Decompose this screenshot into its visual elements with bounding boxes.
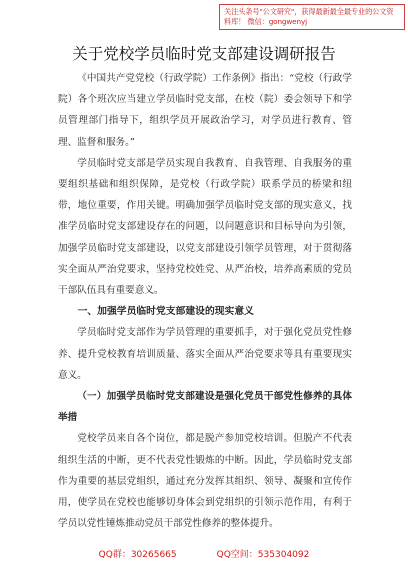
promo-banner-text: 关注头条号"公文研究"，获得最新最全最专业的公文资料库！ 微信：gongwenyj [224,7,394,26]
section-paragraph: 学员临时党支部作为学员管理的重要抓手，对于强化党员党性修养、提升党校教育培训质量、落实全面从严治党要求等具有重要现实意义。 [58,327,352,381]
document-body [58,68,352,534]
promo-banner [219,4,405,30]
footer-qq-space: QQ空间：535304092 [216,550,310,560]
subsection-paragraph: 党校学员来自各个岗位，都是脱产参加党校培训。但脱产不代表组织生活的中断，更不代表党性锻炼的中断。因此，学员临时党支部作为重要的基层党组织，通过充分发挥其组织、领导、凝聚和宣传作用，使学员在党校也能够切身体会到党组织的引领示范作用，有利于学员以党性锤炼推动党员干部党性修养的整体提升。 [58,433,352,530]
paragraph-intro: 《中国共产党党校（行政学院）工作条例》指出：“党校（行政学院）各个班次应当建立学员临时党支部，在校（院）委会领导下和学员管理部门指导下，组织学员开展政治学习，对学员进行教育、管理、监督和服务。” [58,73,352,148]
subsection-heading: （一）加强学员临时党支部建设是强化党员干部党性修养的具体举措 [58,391,352,424]
page-footer [0,547,408,560]
paragraph-overview: 学员临时党支部是学员实现自我教育、自我管理、自我服务的重要组织基础和组织保障，是党校（行政学院）联系学员的桥梁和纽带，地位重要，作用关键。明确加强学员临时党支部的现实意义，找准学员临时党支部建设存在的问题，以问题意识和目标导向为引领，加强学员临时党支部建设，以党支部建设引领学员管理，对于贯彻落实全面从严治党要求，坚持党校姓党、从严治校，培养高素质的党员干部队伍具有重要意义。 [58,157,352,297]
section-heading: 一、加强学员临时党支部建设的现实意义 [77,306,254,318]
document-title: 关于党校学员临时党支部建设调研报告 [72,45,336,63]
footer-qq-group: QQ群：30265665 [98,550,177,560]
